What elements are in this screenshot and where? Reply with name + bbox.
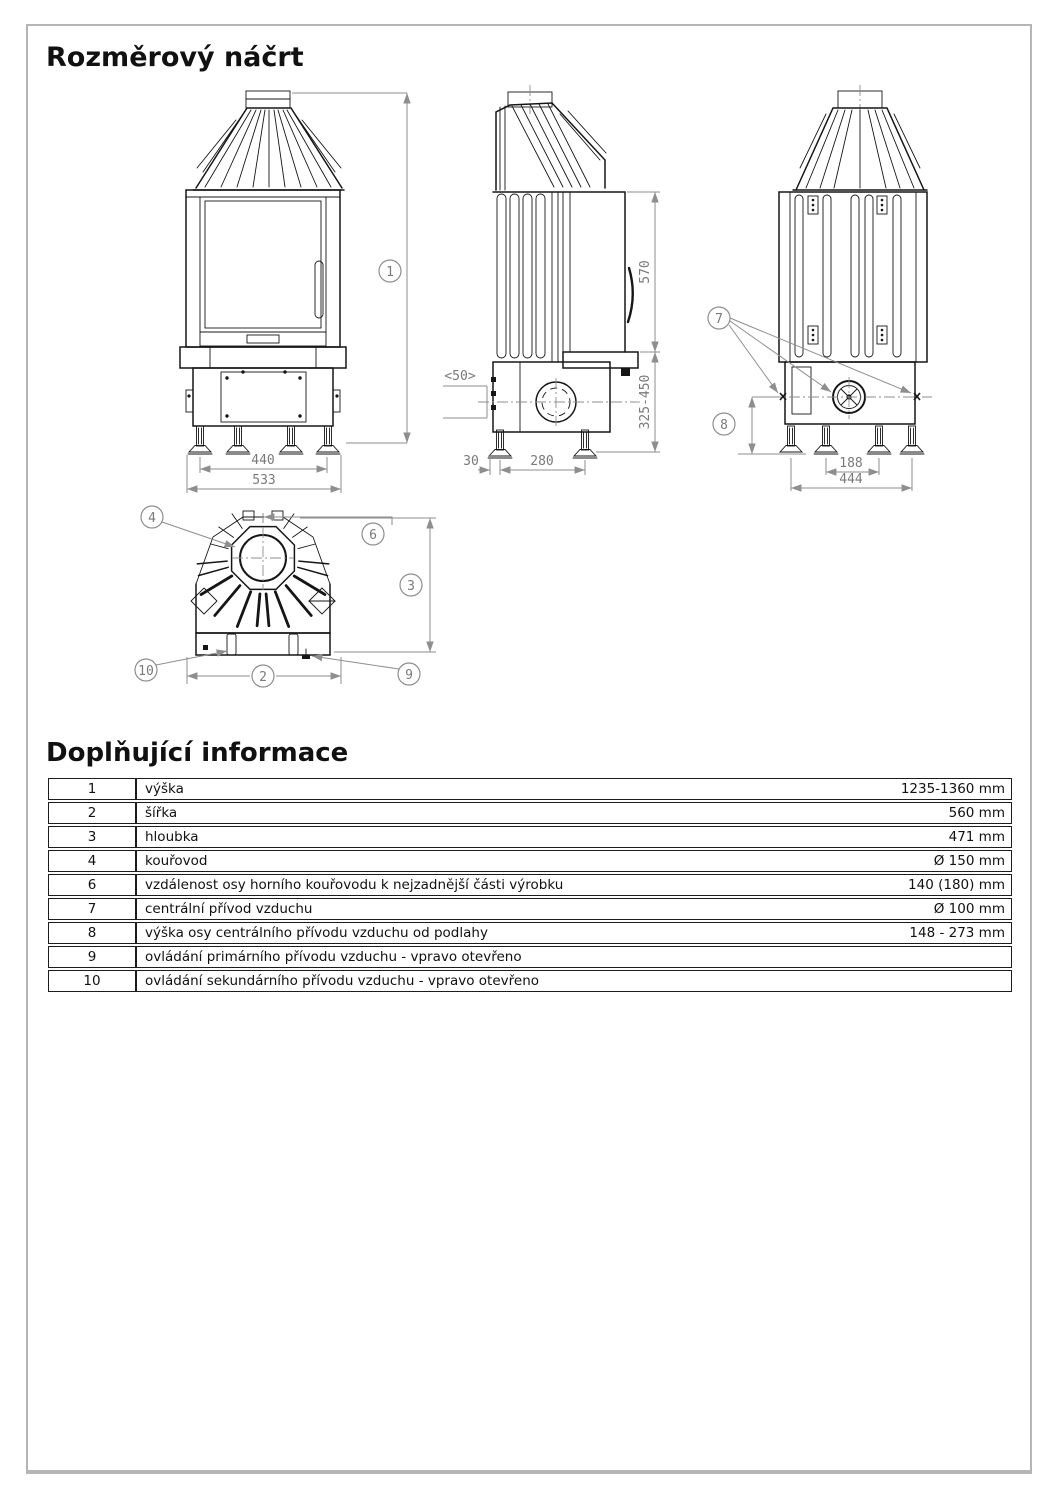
table-row	[48, 802, 1012, 824]
row-number: 9	[48, 946, 136, 968]
callout-8-air-height	[713, 413, 735, 435]
top-dimensions	[135, 506, 436, 687]
side-view	[478, 85, 640, 458]
svg-text:10: 10	[138, 664, 154, 679]
info-table	[48, 776, 1012, 994]
table-row	[48, 874, 1012, 896]
dim-30: 30	[463, 454, 479, 469]
callout-10-secondary-air	[135, 659, 157, 681]
top-view	[191, 511, 335, 659]
callout-6-flue-distance	[362, 523, 384, 545]
callout-2-width	[252, 665, 274, 687]
row-number: 1	[48, 778, 136, 800]
callout-7-central-air	[708, 307, 730, 329]
row-label: šířka	[145, 805, 178, 821]
svg-text:1: 1	[386, 265, 394, 280]
svg-text:2: 2	[259, 670, 267, 685]
table-row	[48, 826, 1012, 848]
table-row	[48, 778, 1012, 800]
dim-188: 188	[839, 456, 863, 471]
dim-533: 533	[252, 473, 276, 488]
callout-1-height	[379, 260, 401, 282]
row-label: centrální přívod vzduchu	[145, 901, 313, 917]
row-value: 140 (180) mm	[908, 877, 1005, 893]
section-title: Doplňující informace	[46, 738, 349, 768]
table-row	[48, 850, 1012, 872]
row-value: 148 - 273 mm	[909, 925, 1005, 941]
svg-text:6: 6	[369, 528, 377, 543]
row-label: ovládání primárního přívodu vzduchu - vpravo otevřeno	[145, 949, 522, 965]
row-value: 1235-1360 mm	[900, 781, 1005, 797]
row-number: 6	[48, 874, 136, 896]
callout-9-primary-air	[398, 663, 420, 685]
dim-570: 570	[638, 260, 653, 284]
row-number: 4	[48, 850, 136, 872]
row-number: 8	[48, 922, 136, 944]
row-number: 10	[48, 970, 136, 992]
svg-text:4: 4	[148, 511, 156, 526]
row-number: 7	[48, 898, 136, 920]
svg-text:3: 3	[407, 579, 415, 594]
row-label: výška osy centrálního přívodu vzduchu od podlahy	[145, 925, 488, 941]
row-value: 560 mm	[948, 805, 1005, 821]
front-dimensions	[187, 93, 407, 493]
dim-50: <50>	[444, 369, 476, 384]
row-value: 471 mm	[948, 829, 1005, 845]
row-label: kouřovod	[145, 853, 208, 869]
rear-view	[770, 85, 932, 454]
row-number: 3	[48, 826, 136, 848]
row-label: vzdálenost osy horního kouřovodu k nejzadnější části výrobku	[145, 877, 564, 893]
callout-4-flue	[141, 506, 163, 528]
front-view	[180, 91, 346, 454]
svg-text:8: 8	[720, 418, 728, 433]
table-row	[48, 970, 1012, 992]
row-label: výška	[145, 781, 184, 797]
page-title: Rozměrový náčrt	[46, 42, 304, 73]
info-table-body	[48, 778, 1012, 992]
dim-444: 444	[839, 472, 863, 487]
row-label: ovládání sekundárního přívodu vzduchu - vpravo otevřeno	[145, 973, 540, 989]
dim-440: 440	[251, 453, 275, 468]
callout-3-depth	[400, 574, 422, 596]
row-number: 2	[48, 802, 136, 824]
row-value: Ø 100 mm	[933, 901, 1005, 917]
svg-text:9: 9	[405, 668, 413, 683]
row-value: Ø 150 mm	[933, 853, 1005, 869]
table-row	[48, 946, 1012, 968]
table-row	[48, 898, 1012, 920]
dim-325-450: 325-450	[638, 374, 653, 430]
table-row	[48, 922, 1012, 944]
row-label: hloubka	[145, 829, 199, 845]
dimensional-drawing	[0, 0, 1060, 720]
dim-280: 280	[530, 454, 554, 469]
svg-text:7: 7	[715, 312, 723, 327]
